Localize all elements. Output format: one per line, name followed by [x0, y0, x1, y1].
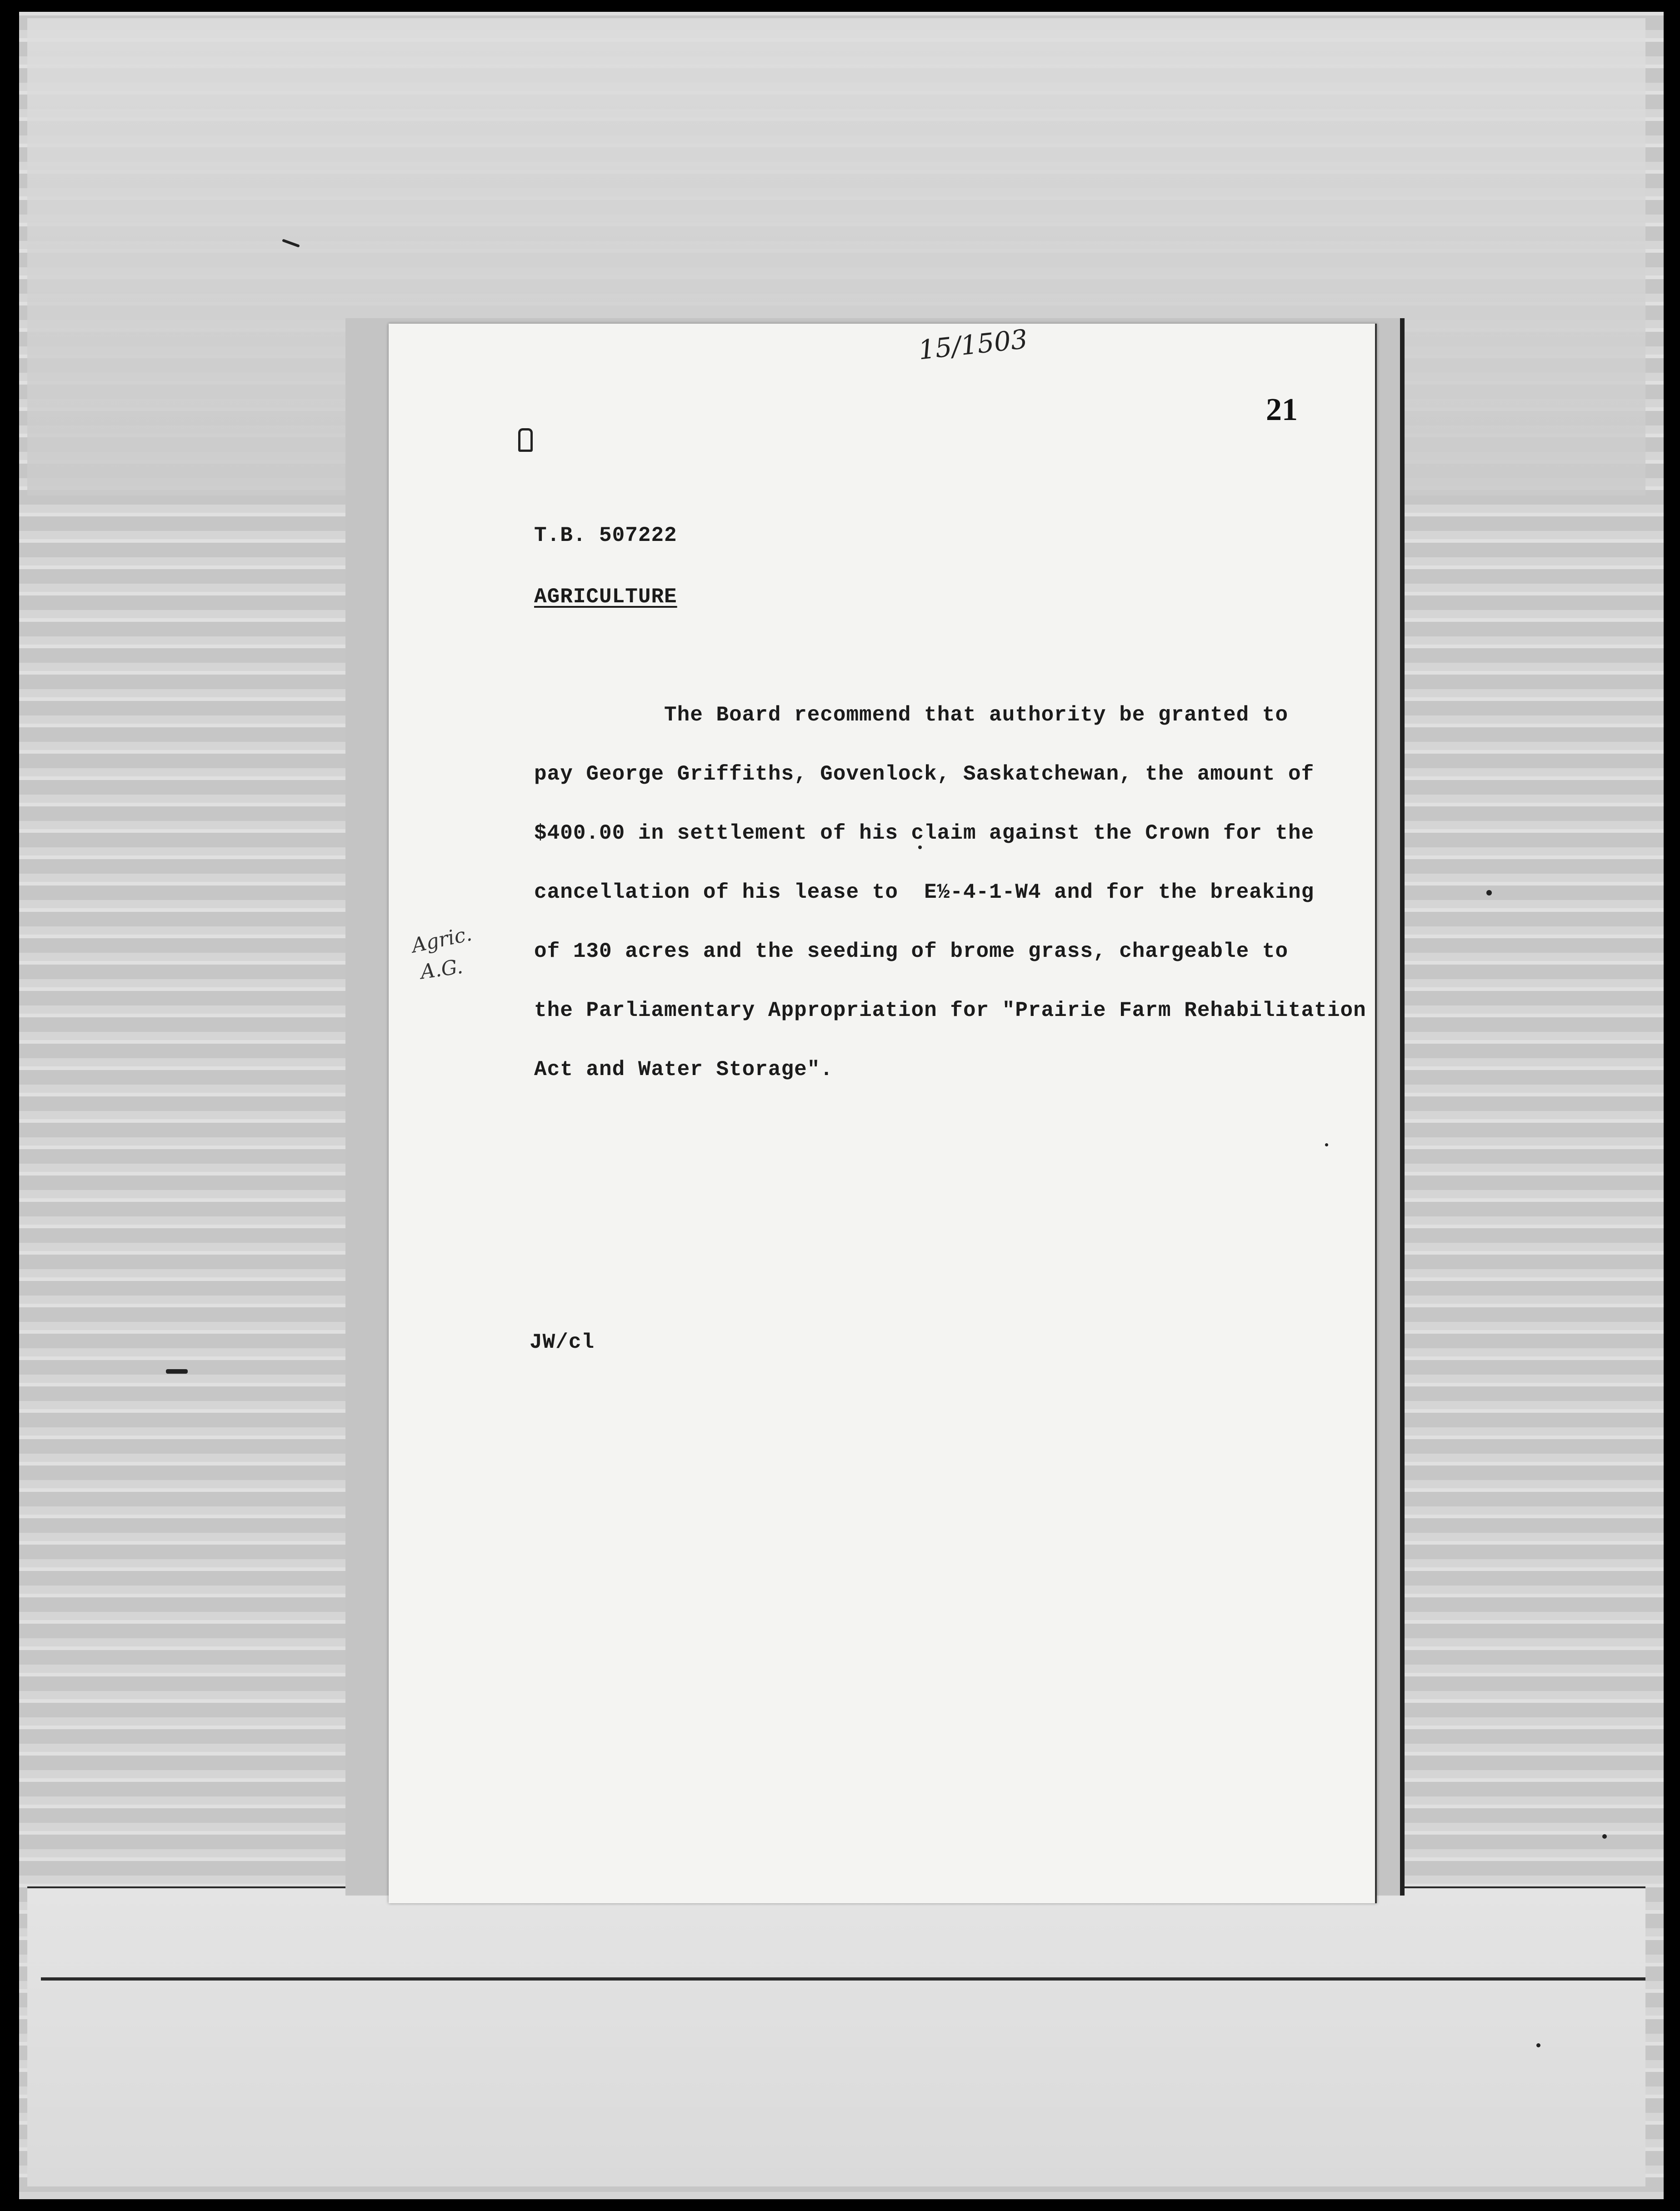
document-page: [389, 324, 1377, 1903]
scan-speck: [1536, 2043, 1540, 2047]
bottom-rule-lower: [41, 1977, 1645, 1981]
body-line-4: cancellation of his lease to E½-4-1-W4 and for the breaking: [534, 880, 1315, 904]
page-number: 21: [1266, 392, 1298, 427]
scan-speck: [166, 1369, 188, 1374]
treasury-board-reference: T.B. 507222: [534, 524, 677, 547]
body-line-1: The Board recommend that authority be granted to: [534, 703, 1289, 727]
margin-note-initials: A.G.: [419, 955, 465, 984]
scan-speck: [1602, 1834, 1607, 1839]
body-line-7: Act and Water Storage".: [534, 1058, 833, 1081]
scan-bottom-band: [27, 1886, 1645, 2186]
body-line-6: the Parliamentary Appropriation for "Prairie Farm Rehabilitation: [534, 999, 1366, 1022]
margin-note-agric: Agric.: [410, 922, 474, 958]
department-heading: AGRICULTURE: [534, 585, 677, 609]
typist-initials: JW/cl: [530, 1331, 595, 1354]
body-line-3: $400.00 in settlement of his claim against the Crown for the: [534, 821, 1315, 845]
scan-speck: [1325, 1143, 1328, 1146]
file-number-handwritten: 15/1503: [917, 323, 1029, 366]
punch-hole-mark: [518, 428, 533, 452]
scan-speck: [1486, 890, 1492, 895]
body-line-2: pay George Griffiths, Govenlock, Saskatchewan, the amount of: [534, 762, 1315, 786]
body-line-5: of 130 acres and the seeding of brome grass, chargeable to: [534, 940, 1289, 963]
scan-speck: [918, 845, 922, 849]
